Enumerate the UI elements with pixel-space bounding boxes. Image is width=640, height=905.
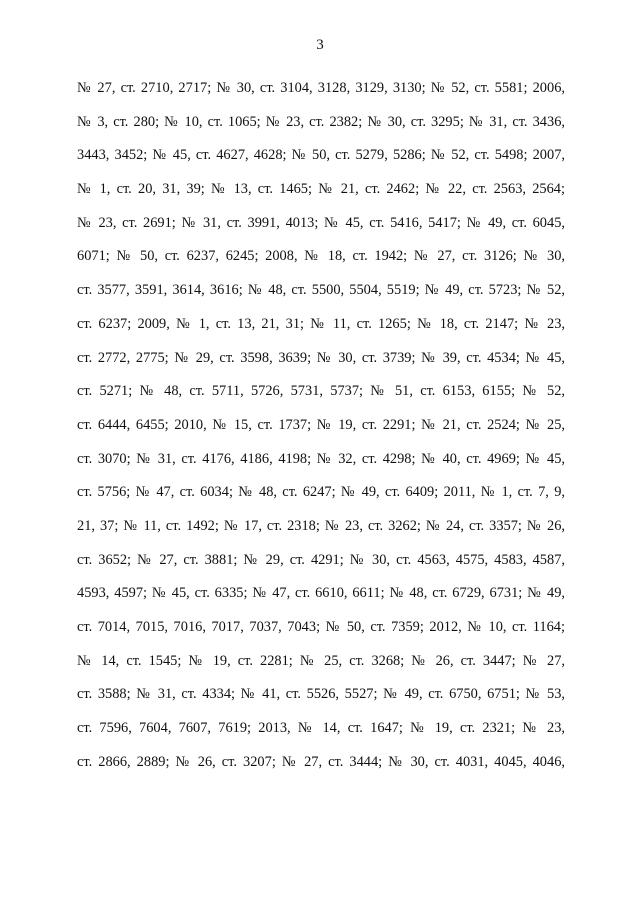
text-line-content: 6071; № 50, ст. 6237, 6245; 2008, № 18, ст. 1942; № 27, ст. 3126; № 30, bbox=[77, 248, 565, 265]
body-text bbox=[77, 79, 565, 786]
text-line bbox=[77, 315, 565, 349]
text-line bbox=[77, 113, 565, 147]
text-line bbox=[77, 180, 565, 214]
text-line-content: ст. 3652; № 27, ст. 3881; № 29, ст. 4291; № 30, ст. 4563, 4575, 4583, 4587, bbox=[77, 551, 565, 568]
text-line-content: № 27, ст. 2710, 2717; № 30, ст. 3104, 3128, 3129, 3130; № 52, ст. 5581; 2006, bbox=[77, 80, 565, 96]
text-line bbox=[77, 247, 565, 281]
text-line bbox=[77, 685, 565, 719]
text-line bbox=[77, 382, 565, 416]
text-line-content: № 1, ст. 20, 31, 39; № 13, ст. 1465; № 21, ст. 2462; № 22, ст. 2563, 2564; bbox=[77, 181, 565, 198]
text-line bbox=[77, 584, 565, 618]
text-line-content: ст. 5756; № 47, ст. 6034; № 48, ст. 6247; № 49, ст. 6409; 2011, № 1, ст. 7, 9, bbox=[77, 484, 565, 501]
text-line-content: ст. 3588; № 31, ст. 4334; № 41, ст. 5526, 5527; № 49, ст. 6750, 6751; № 53, bbox=[77, 686, 565, 703]
text-line bbox=[77, 652, 565, 686]
text-line-content: ст. 3577, 3591, 3614, 3616; № 48, ст. 5500, 5504, 5519; № 49, ст. 5723; № 52, bbox=[77, 282, 565, 299]
text-line bbox=[77, 719, 565, 753]
text-line-content: № 23, ст. 2691; № 31, ст. 3991, 4013; № 45, ст. 5416, 5417; № 49, ст. 6045, bbox=[77, 214, 565, 231]
text-line bbox=[77, 753, 565, 787]
text-line-content: № 14, ст. 1545; № 19, ст. 2281; № 25, ст. 3268; № 26, ст. 3447; № 27, bbox=[77, 652, 565, 669]
text-line bbox=[77, 618, 565, 652]
text-line bbox=[77, 146, 565, 180]
text-line-content: 3443, 3452; № 45, ст. 4627, 4628; № 50, ст. 5279, 5286; № 52, ст. 5498; 2007, bbox=[77, 147, 565, 164]
text-line-content: ст. 2866, 2889; № 26, ст. 3207; № 27, ст. 3444; № 30, ст. 4031, 4045, 4046, bbox=[77, 753, 565, 770]
text-line-content: ст. 3070; № 31, ст. 4176, 4186, 4198; № 32, ст. 4298; № 40, ст. 4969; № 45, bbox=[77, 450, 565, 467]
text-line bbox=[77, 483, 565, 517]
text-line bbox=[77, 281, 565, 315]
text-line-content: ст. 7596, 7604, 7607, 7619; 2013, № 14, ст. 1647; № 19, ст. 2321; № 23, bbox=[77, 720, 565, 737]
text-line-content: ст. 6237; 2009, № 1, ст. 13, 21, 31; № 11, ст. 1265; № 18, ст. 2147; № 23, bbox=[77, 315, 565, 332]
text-line-content: ст. 5271; № 48, ст. 5711, 5726, 5731, 5737; № 51, ст. 6153, 6155; № 52, bbox=[77, 383, 565, 400]
text-line-content: ст. 7014, 7015, 7016, 7017, 7037, 7043; № 50, ст. 7359; 2012, № 10, ст. 1164; bbox=[77, 619, 565, 635]
text-line-content: 21, 37; № 11, ст. 1492; № 17, ст. 2318; № 23, ст. 3262; № 24, ст. 3357; № 26, bbox=[77, 517, 565, 534]
text-line bbox=[77, 517, 565, 551]
text-line bbox=[77, 214, 565, 248]
text-line bbox=[77, 551, 565, 585]
text-line bbox=[77, 79, 565, 113]
text-line bbox=[77, 416, 565, 450]
text-line-content: № 3, ст. 280; № 10, ст. 1065; № 23, ст. 2382; № 30, ст. 3295; № 31, ст. 3436, bbox=[77, 113, 565, 130]
text-line-content: ст. 6444, 6455; 2010, № 15, ст. 1737; № 19, ст. 2291; № 21, ст. 2524; № 25, bbox=[77, 416, 565, 433]
page-number: 3 bbox=[316, 37, 324, 53]
text-line bbox=[77, 349, 565, 383]
text-line bbox=[77, 450, 565, 484]
text-line-content: ст. 2772, 2775; № 29, ст. 3598, 3639; № 30, ст. 3739; № 39, ст. 4534; № 45, bbox=[77, 349, 565, 366]
text-line-content: 4593, 4597; № 45, ст. 6335; № 47, ст. 6610, 6611; № 48, ст. 6729, 6731; № 49, bbox=[77, 585, 565, 602]
